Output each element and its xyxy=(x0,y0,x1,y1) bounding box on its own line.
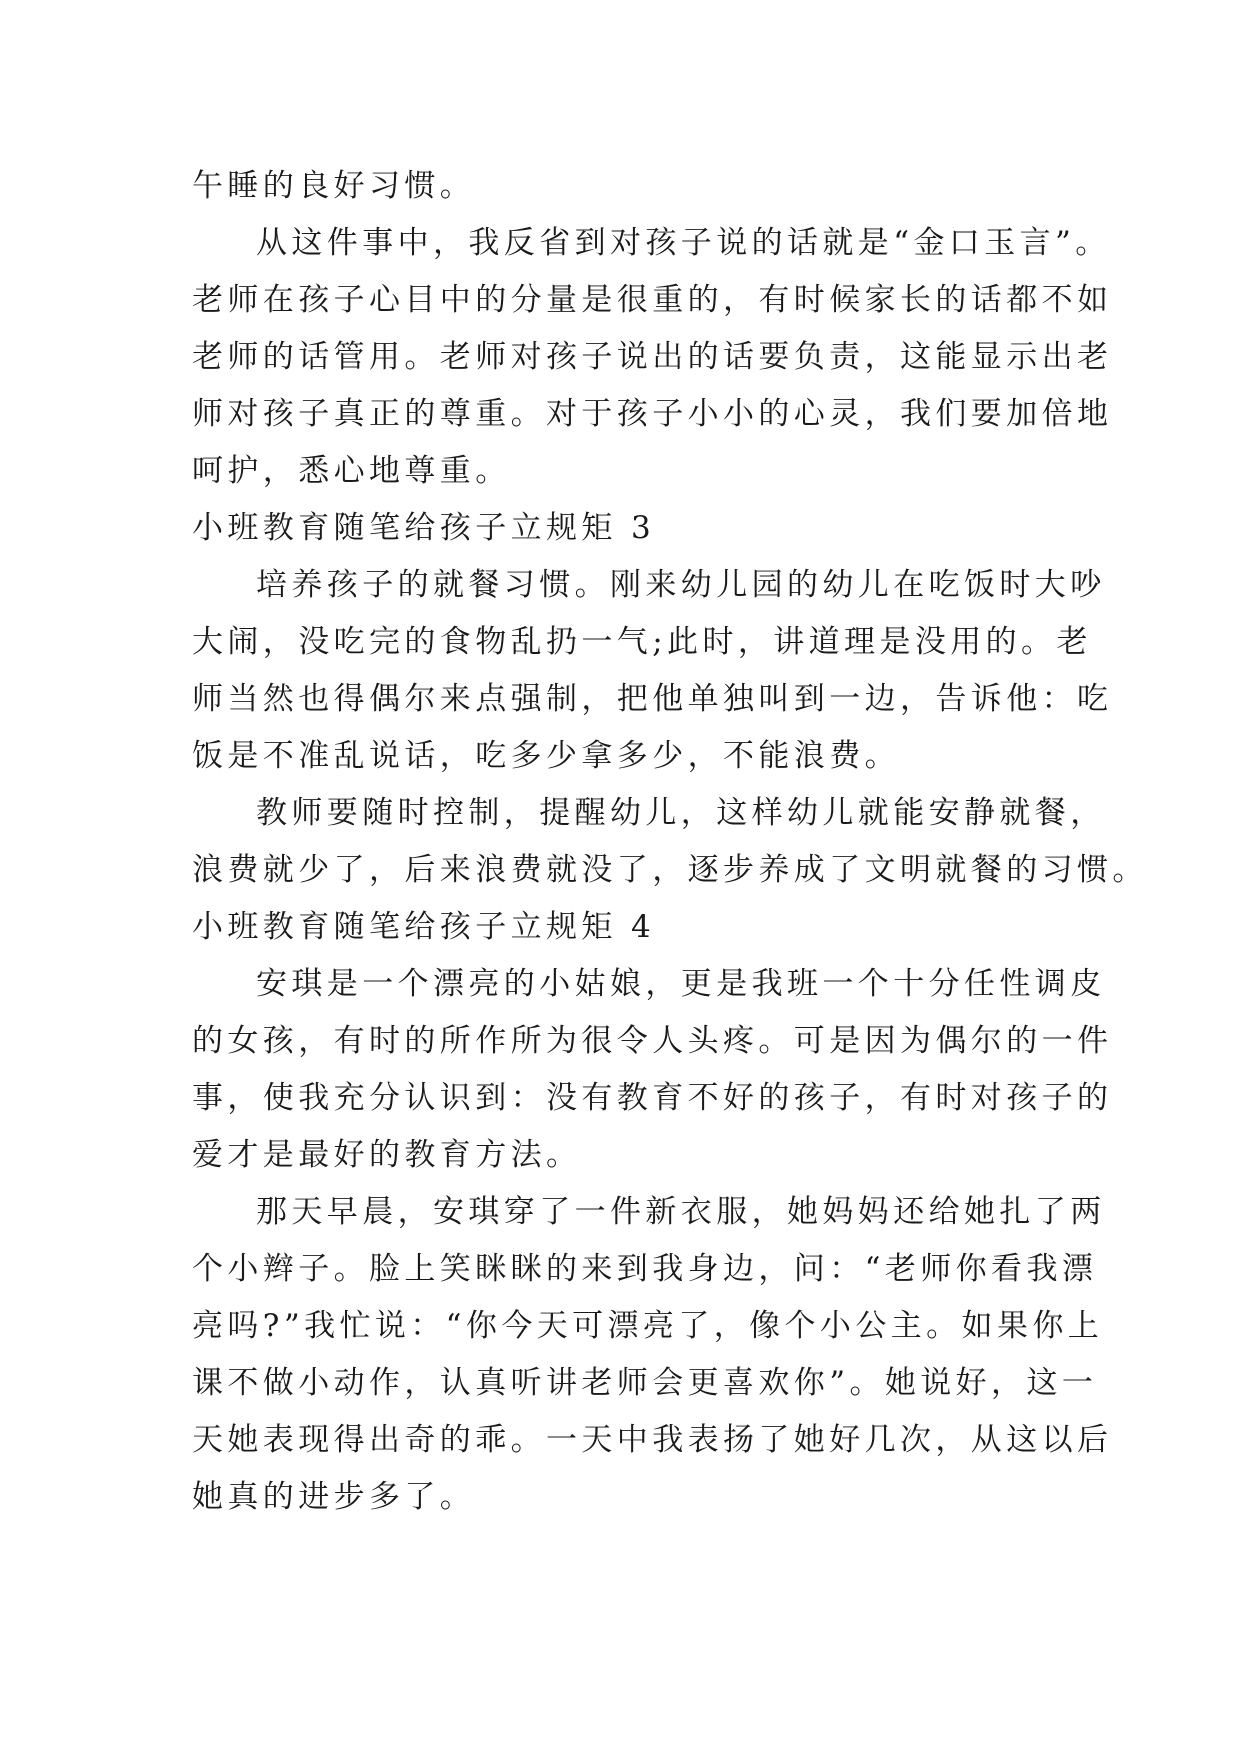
paragraph-first-line: 培养孩子的就餐习惯。刚来幼儿园的幼儿在吃饭时大吵 xyxy=(256,567,1106,603)
text-line: 她真的进步多了。 xyxy=(192,1479,476,1515)
paragraph-first-line: 从这件事中，我反省到对孩子说的话就是“金口玉言”。 xyxy=(256,225,1111,261)
text-line: 午睡的良好习惯。 xyxy=(192,168,476,204)
text-line: 师当然也得偶尔来点强制，把他单独叫到一边，告诉他：吃 xyxy=(192,681,1113,717)
text-line: 师对孩子真正的尊重。对于孩子小小的心灵，我们要加倍地 xyxy=(192,396,1113,432)
text-line: 天她表现得出奇的乖。一天中我表扬了她好几次，从这以后 xyxy=(192,1422,1113,1458)
text-line: 大闹，没吃完的食物乱扔一气;此时，讲道理是没用的。老 xyxy=(192,624,1092,660)
section-heading: 小班教育随笔给孩子立规矩 3 xyxy=(192,510,656,546)
paragraph-first-line: 教师要随时控制，提醒幼儿，这样幼儿就能安静就餐， xyxy=(256,795,1106,831)
text-line: 课不做小动作，认真听讲老师会更喜欢你”。她说好，这一 xyxy=(192,1365,1098,1401)
text-line: 个小辫子。脸上笑眯眯的来到我身边，问：“老师你看我漂 xyxy=(192,1251,1098,1287)
text-line: 的女孩，有时的所作所为很令人头疼。可是因为偶尔的一件 xyxy=(192,1023,1113,1059)
text-line: 事，使我充分认识到：没有教育不好的孩子，有时对孩子的 xyxy=(192,1080,1113,1116)
text-line: 亮吗?”我忙说：“你今天可漂亮了，像个小公主。如果你上 xyxy=(192,1308,1104,1344)
text-line: 老师在孩子心目中的分量是很重的，有时候家长的话都不如 xyxy=(192,282,1113,318)
document-page xyxy=(192,158,1148,1526)
text-line: 呵护，悉心地尊重。 xyxy=(192,453,511,489)
paragraph-first-line: 那天早晨，安琪穿了一件新衣服，她妈妈还给她扎了两 xyxy=(256,1194,1106,1230)
section-heading: 小班教育随笔给孩子立规矩 4 xyxy=(192,909,656,945)
text-line: 饭是不准乱说话，吃多少拿多少，不能浪费。 xyxy=(192,738,900,774)
text-line: 爱才是最好的教育方法。 xyxy=(192,1137,582,1173)
text-line: 浪费就少了，后来浪费就没了，逐步养成了文明就餐的习惯。 xyxy=(192,852,1148,888)
paragraph-first-line: 安琪是一个漂亮的小姑娘，更是我班一个十分任性调皮 xyxy=(256,966,1106,1002)
text-line: 老师的话管用。老师对孩子说出的话要负责，这能显示出老 xyxy=(192,339,1113,375)
